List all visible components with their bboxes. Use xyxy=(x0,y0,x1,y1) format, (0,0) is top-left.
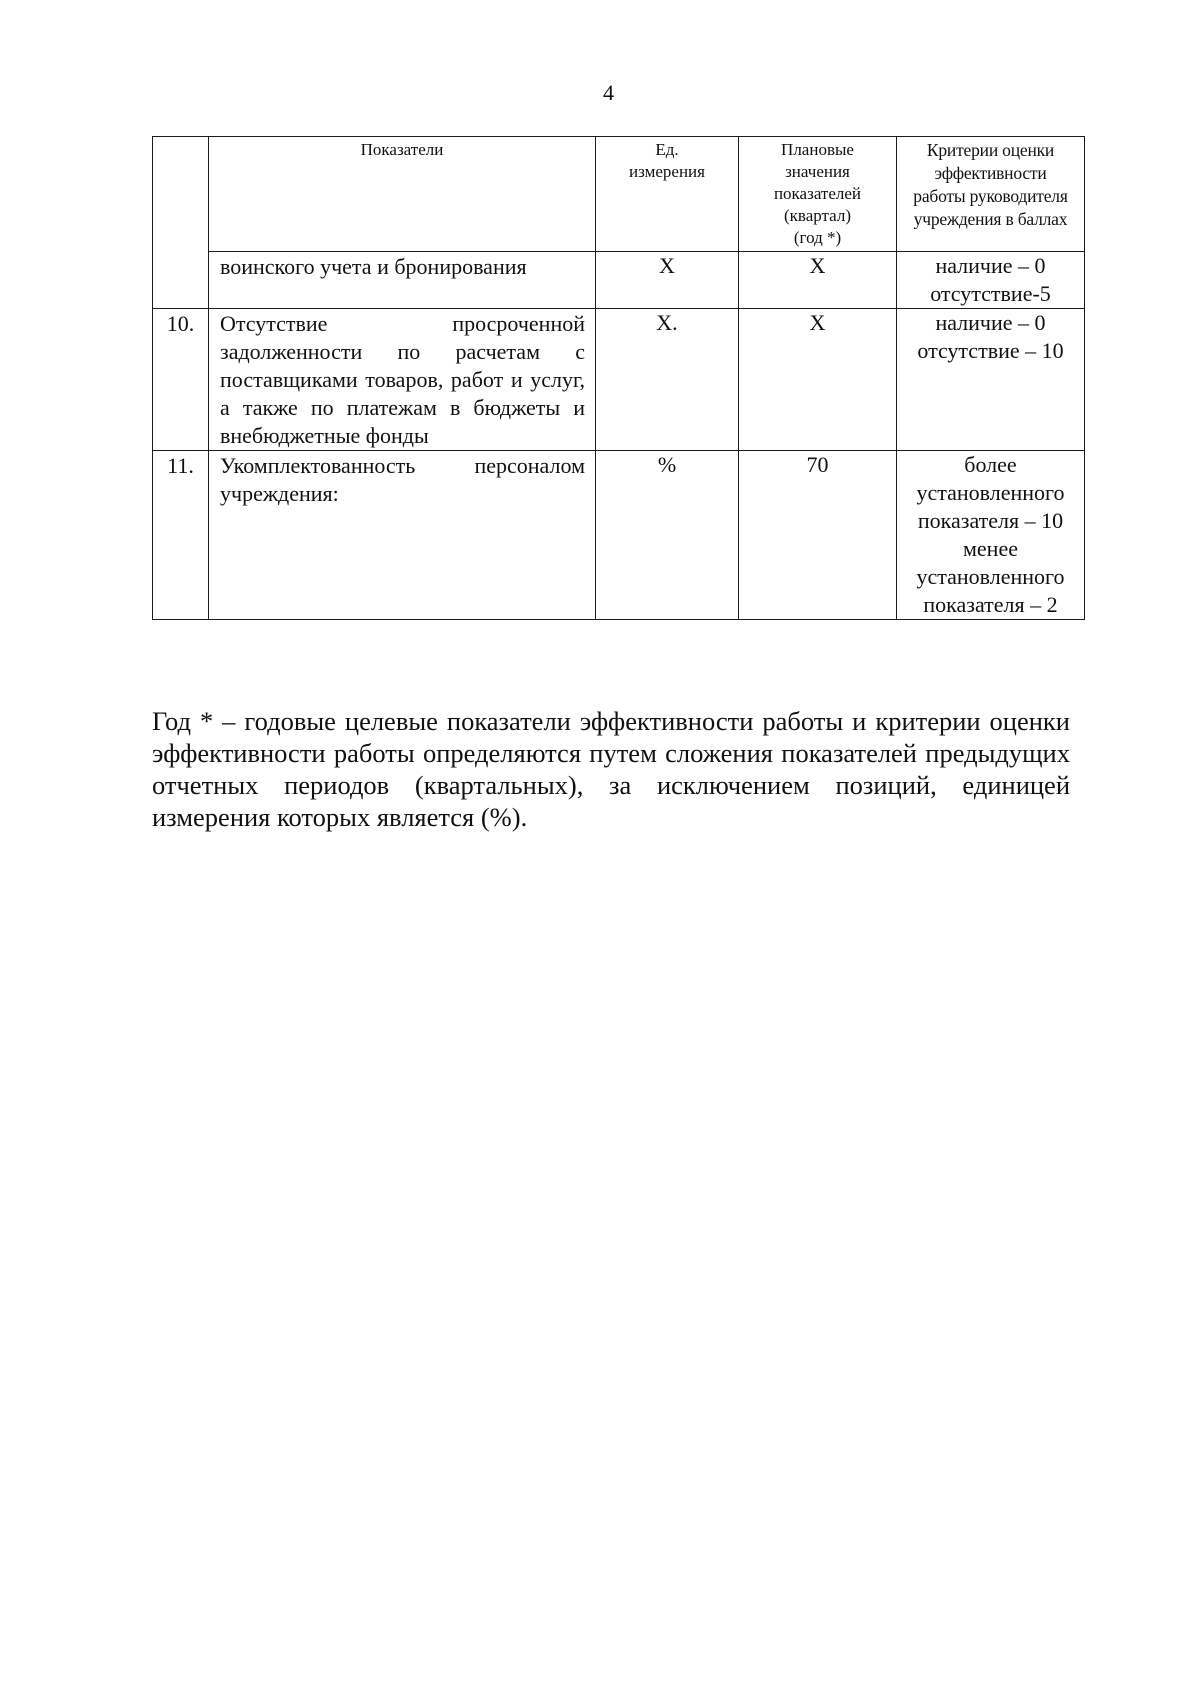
row-unit: Х xyxy=(596,252,739,309)
row-indicator: Отсутствие просроченной задолженности по расчетам с поставщиками товаров, работ и услуг, а также по платежам в бюджеты и внебюджетные фонды xyxy=(209,309,596,451)
row-criteria xyxy=(897,309,1085,451)
criteria-line: установленного xyxy=(916,564,1065,589)
criteria-line: установленного xyxy=(916,480,1065,505)
criteria-line: отсутствие – 10 xyxy=(917,338,1064,363)
header-unit-line: измерения xyxy=(629,162,705,181)
table-row xyxy=(153,309,1085,451)
header-criteria-line: учреждения в баллах xyxy=(913,209,1068,229)
header-indicators: Показатели xyxy=(209,137,596,252)
criteria-line: отсутствие-5 xyxy=(930,281,1051,306)
table-row xyxy=(153,252,1085,309)
row-plan: 70 xyxy=(739,451,897,620)
header-plan-line: (квартал) xyxy=(783,206,852,225)
header-criteria xyxy=(897,137,1085,252)
header-criteria-line: работы руководителя xyxy=(913,186,1068,206)
row-indicator: Укомплектованность персоналом учреждения: xyxy=(209,451,596,620)
criteria-line: более xyxy=(964,452,1017,477)
table-row xyxy=(153,451,1085,620)
row-plan: Х xyxy=(739,309,897,451)
footnote: Год * – годовые целевые показатели эффективности работы и критерии оценки эффективности работы определяются путем сложения показателей предыдущих отчетных периодов (квартальных), за исключением позиций, единицей измерения которых является (%). xyxy=(152,705,1070,832)
page-number: 4 xyxy=(603,80,614,105)
row-criteria xyxy=(897,252,1085,309)
row-criteria xyxy=(897,451,1085,620)
header-unit xyxy=(596,137,739,252)
row-unit: Х. xyxy=(596,309,739,451)
row-plan: Х xyxy=(739,252,897,309)
header-unit-line: Ед. xyxy=(655,140,679,159)
header-plan xyxy=(739,137,897,252)
row-number: 10. xyxy=(153,309,209,451)
criteria-line: показателя – 10 xyxy=(917,508,1064,533)
criteria-line: наличие – 0 xyxy=(935,253,1046,278)
header-plan-line: показателей xyxy=(773,184,862,203)
criteria-line: показателя – 2 xyxy=(923,592,1058,617)
header-plan-line: Плановые xyxy=(781,140,854,159)
table-header-row xyxy=(153,137,1085,252)
row-unit: % xyxy=(596,451,739,620)
header-criteria-line: эффективности xyxy=(934,163,1047,183)
criteria-line: менее xyxy=(963,536,1018,561)
indicators-table xyxy=(152,136,1085,620)
criteria-line: наличие – 0 xyxy=(935,310,1046,335)
header-plan-line: значения xyxy=(785,162,850,181)
header-num xyxy=(153,137,209,309)
header-plan-line: (год *) xyxy=(793,228,842,247)
row-indicator: воинского учета и бронирования xyxy=(209,252,596,309)
header-criteria-line: Критерии оценки xyxy=(926,140,1055,160)
row-number: 11. xyxy=(153,451,209,620)
